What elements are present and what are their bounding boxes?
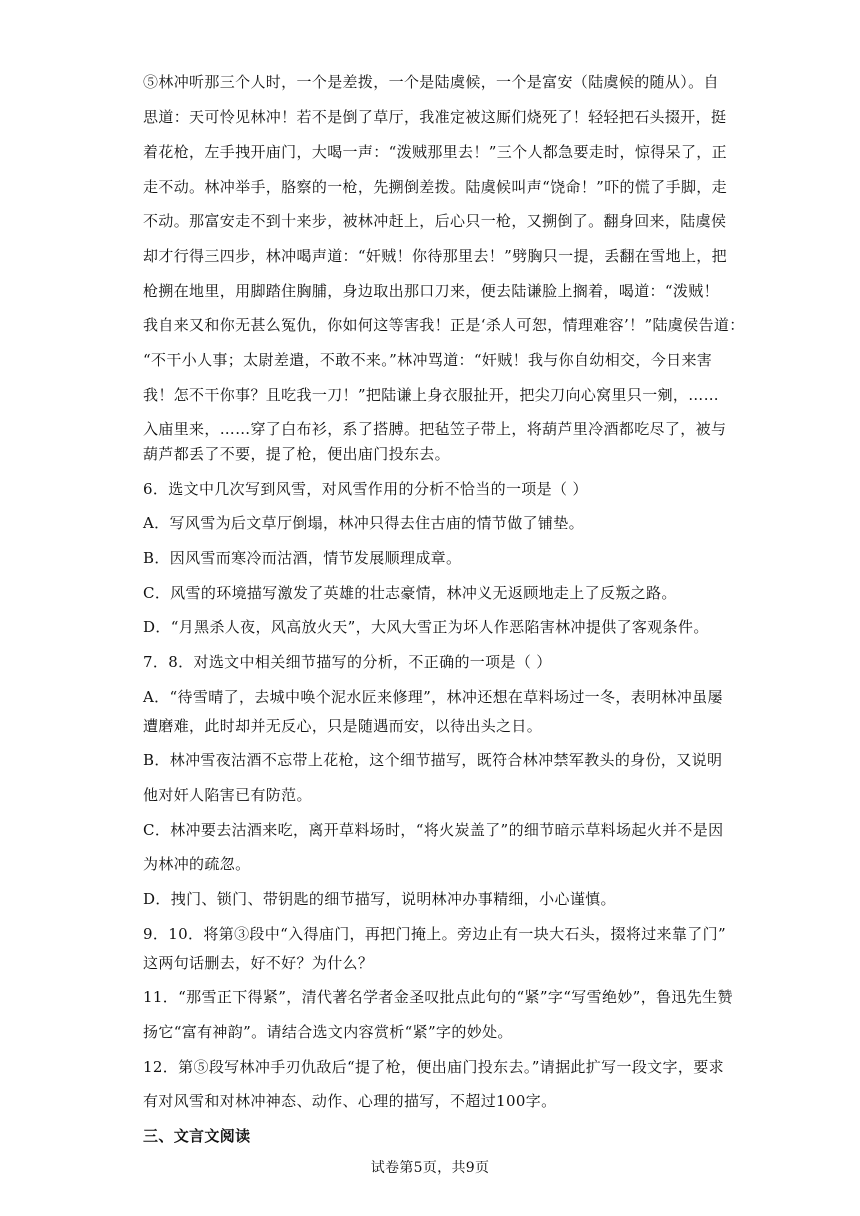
question-6-option-a: A．写风雪为后文草厅倒塌，林冲只得去住古庙的情节做了铺垫。	[143, 514, 584, 532]
question-7-8-option-c: 为林冲的疏忽。	[143, 855, 251, 873]
question-7-8-option-c: C．林冲要去沽酒来吃，离开草料场时，“将火炭盖了”的细节暗示草料场起火并不是因	[143, 821, 724, 839]
passage-line: ⑤林冲听那三个人时，一个是差拨，一个是陆虞候，一个是富安（陆虞候的随从）。自	[143, 73, 719, 91]
passage-line: 枪搠在地里，用脚踏住胸脯，身边取出那口刀来，便去陆谦脸上搁着，喝道：“泼贼！	[143, 282, 719, 300]
question-12-stem: 12．第⑤段写林冲手刃仇敌后“提了枪，便出庙门投东去。”请据此扩写一段文字，要求	[143, 1058, 724, 1076]
question-7-8-option-d: D．拽门、锁门、带钥匙的细节描写，说明林冲办事精细，小心谨慎。	[143, 890, 616, 908]
section-heading: 三、文言文阅读	[143, 1127, 251, 1145]
passage-line: 入庙里来，……穿了白布衫，系了搭膊。把毡笠子带上，将葫芦里冷酒都吃尽了，被与	[143, 420, 727, 438]
question-12-stem: 有对风雪和对林冲神态、动作、心理的描写，不超过100字。	[143, 1092, 557, 1110]
question-7-8-option-b: 他对奸人陷害已有防范。	[143, 786, 312, 804]
passage-line: 不动。那富安走不到十来步，被林冲赶上，后心只一枪，又搠倒了。翻身回来，陆虞侯	[143, 212, 727, 230]
question-11-stem: 扬它“富有神韵”。请结合选文内容赏析“紧”字的妙处。	[143, 1023, 513, 1041]
question-7-8-option-a: A．“待雪晴了，去城中唤个泥水匠来修理”，林冲还想在草料场过一冬，表明林冲虽屡	[143, 688, 723, 706]
question-7-8-option-a: 遭磨难，此时却并无反心，只是随遇而安，以待出头之日。	[143, 717, 543, 735]
question-7-8-stem: 7．8．对选文中相关细节描写的分析，不正确的一项是（ ）	[143, 653, 552, 671]
passage-line: “不干小人事；太尉差遣，不敢不来。”林冲骂道：“奸贼！我与你自幼相交，今日来害	[143, 351, 713, 369]
passage-line: 却才行得三四步，林冲喝声道：“奸贼！你待那里去！”劈胸只一提，丢翻在雪地上，把	[143, 247, 727, 265]
question-9-10-stem: 这两句话删去，好不好？为什么？	[143, 954, 374, 972]
question-6-stem: 6．选文中几次写到风雪，对风雪作用的分析不恰当的一项是（ ）	[143, 480, 588, 498]
question-6-option-d: D．“月黑杀人夜，风高放火天”，大风大雪正为坏人作恶陷害林冲提供了客观条件。	[143, 618, 709, 636]
passage-line: 我自来又和你无甚么冤仇，你如何这等害我！正是‘杀人可恕，情理难容’！”陆虞侯告道：	[143, 316, 745, 334]
passage-line: 走不动。林冲举手，胳察的一枪，先搠倒差拨。陆虞候叫声“饶命！”吓的慌了手脚，走	[143, 178, 727, 196]
passage-line: 着花枪，左手拽开庙门，大喝一声：“泼贼那里去！”三个人都急要走时，惊得呆了，正	[143, 143, 727, 161]
question-6-option-c: C．风雪的环境描写激发了英雄的壮志豪情，林冲义无返顾地走上了反叛之路。	[143, 584, 677, 602]
question-9-10-stem: 9．10．将第③段中“入得庙门，再把门掩上。旁边止有一块大石头，掇将过来靠了门”	[143, 925, 726, 943]
question-7-8-option-b: B．林冲雪夜沽酒不忘带上花枪，这个细节描写，既符合林冲禁军教头的身份，又说明	[143, 751, 723, 769]
passage-line: 葫芦都丢了不要，提了枪，便出庙门投东去。	[143, 445, 451, 463]
page-footer: 试卷第5页，共9页	[370, 1160, 490, 1176]
question-6-option-b: B．因风雪而寒冷而沽酒，情节发展顺理成章。	[143, 549, 462, 567]
passage-line: 思道：天可怜见林冲！若不是倒了草厅，我准定被这厮们烧死了！轻轻把石头掇开，挺	[143, 108, 727, 126]
question-11-stem: 11．“那雪正下得紧”，清代著名学者金圣叹批点此句的“紧”字“写雪绝妙”，鲁迅先生赞	[143, 988, 733, 1006]
passage-line: 我！怎不干你事？且吃我一刀！”把陆谦上身衣服扯开，把尖刀向心窝里只一剜，……	[143, 386, 719, 404]
